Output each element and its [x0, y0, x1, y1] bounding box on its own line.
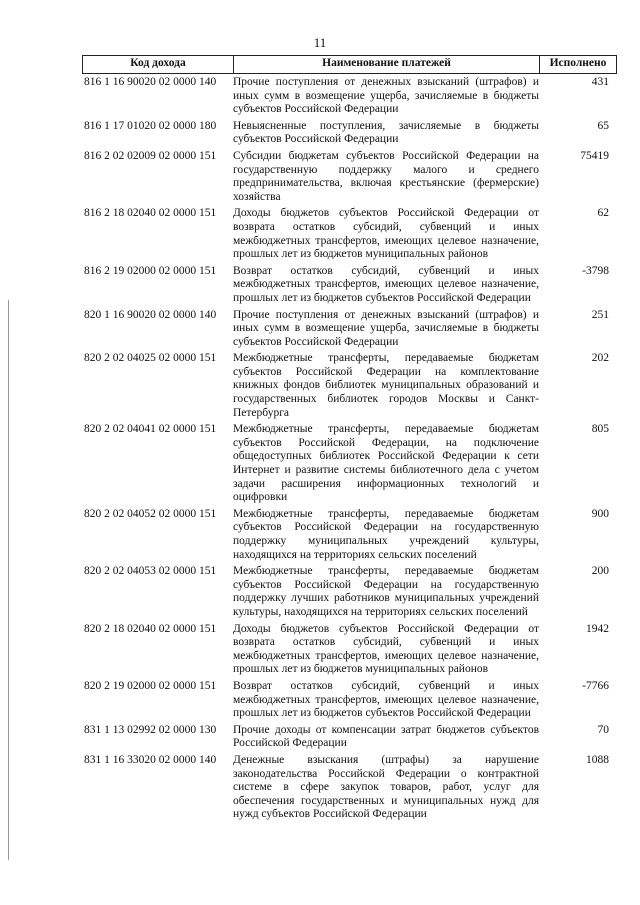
row-code: 831 1 13 02992 02 0000 130	[84, 723, 217, 736]
row-name: Доходы бюджетов субъектов Российской Федерации от возврата остатков субсидий, субвенций и иных межбюджетных трансфертов, имеющих целевое назначение, прошлых лет из бюджетов муниципальных районов	[233, 622, 539, 676]
row-code: 820 2 19 02000 02 0000 151	[84, 679, 217, 692]
row-amount: -7766	[582, 679, 609, 692]
row-code: 816 2 19 02000 02 0000 151	[84, 264, 217, 277]
row-code: 831 1 16 33020 02 0000 140	[84, 753, 217, 766]
table-row	[82, 623, 617, 677]
table-row	[82, 120, 617, 147]
row-name: Возврат остатков субсидий, субвенций и иных межбюджетных трансфертов, имеющих целевое назначение, прошлых лет из бюджетов субъектов Российской Федерации	[233, 264, 539, 304]
row-code: 820 2 02 04025 02 0000 151	[84, 352, 217, 365]
row-code: 820 2 02 04041 02 0000 151	[84, 423, 217, 436]
row-amount: 1088	[586, 753, 609, 766]
page-number: 11	[313, 35, 327, 50]
row-name: Прочие доходы от компенсации затрат бюджетов субъектов Российской Федерации	[233, 723, 539, 750]
table-body	[82, 76, 617, 822]
table-header	[82, 55, 617, 74]
row-name: Прочие поступления от денежных взысканий (штрафов) и иных сумм в возмещение ущерба, зачисляемые в бюджеты субъектов Российской Федерации	[233, 308, 539, 348]
row-code: 820 1 16 90020 02 0000 140	[84, 308, 217, 321]
row-code: 816 1 17 01020 02 0000 180	[84, 119, 217, 132]
row-name: Субсидии бюджетам субъектов Российской Федерации на государственную поддержку малого и среднего предпринимательства, включая крестьянские (фермерские) хозяйства	[233, 149, 539, 203]
table-row	[82, 754, 617, 822]
table-row	[82, 508, 617, 562]
row-amount: 431	[591, 76, 609, 88]
row-code: 820 2 18 02040 02 0000 151	[84, 622, 217, 635]
row-code: 820 2 02 04053 02 0000 151	[84, 565, 217, 578]
table-row	[82, 423, 617, 505]
row-code: 816 1 16 90020 02 0000 140	[84, 76, 217, 88]
table-row	[82, 724, 617, 751]
row-amount: 805	[591, 423, 609, 436]
row-amount: 900	[591, 507, 609, 520]
revenue-table	[82, 55, 617, 822]
table-row	[82, 150, 617, 204]
row-name: Прочие поступления от денежных взысканий (штрафов) и иных сумм в возмещение ущерба, зачисляемые в бюджеты субъектов Российской Федерации	[233, 76, 539, 116]
table-row	[82, 207, 617, 261]
table-row	[82, 352, 617, 420]
row-name: Межбюджетные трансферты, передаваемые бюджетам субъектов Российской Федерации на государственную поддержку лучших работников муниципальных учреждений культуры, находящихся на территориях сельских поселений	[233, 565, 539, 618]
row-amount: 200	[591, 565, 609, 578]
row-code: 816 2 18 02040 02 0000 151	[84, 207, 217, 220]
header-amount: Исполнено	[549, 57, 607, 69]
table-row	[82, 309, 617, 350]
row-name: Возврат остатков субсидий, субвенций и иных межбюджетных трансфертов, имеющих целевое назначение, прошлых лет из бюджетов субъектов Российской Федерации	[233, 679, 539, 720]
row-amount: 202	[591, 352, 609, 365]
header-code: Код дохода	[83, 56, 234, 73]
row-amount: -3798	[582, 264, 609, 277]
table-row	[82, 680, 617, 721]
row-amount: 251	[591, 308, 609, 321]
row-amount: 62	[597, 207, 609, 220]
row-name: Доходы бюджетов субъектов Российской Федерации от возврата остатков субсидий, субвенций и иных межбюджетных трансфертов, имеющих целевое назначение, прошлых лет из бюджетов муниципальных районов	[233, 207, 539, 261]
table-row	[82, 265, 617, 306]
row-name: Межбюджетные трансферты, передаваемые бюджетам субъектов Российской Федерации на государственную поддержку муниципальных учреждений культуры, находящихся на территориях сельских поселений	[233, 507, 539, 561]
row-name: Межбюджетные трансферты, передаваемые бюджетам субъектов Российской Федерации, на подключение общедоступных библиотек Российской Федерации к сети Интернет и развитие системы библиотечного дела с учетом задачи расширения информационных технологий и оцифровки	[233, 423, 539, 504]
row-code: 816 2 02 02009 02 0000 151	[84, 149, 217, 162]
row-code: 820 2 02 04052 02 0000 151	[84, 507, 217, 520]
row-amount: 75419	[580, 149, 609, 162]
row-amount: 70	[597, 723, 609, 736]
table-row	[82, 565, 617, 619]
table-row	[82, 76, 617, 117]
row-amount: 65	[597, 119, 609, 132]
header-name: Наименование платежей	[234, 56, 540, 73]
row-name: Межбюджетные трансферты, передаваемые бюджетам субъектов Российской Федерации на комплектование книжных фондов библиотек муниципальных образований и государственных библиотек городов Москвы и Санкт-Петербурга	[233, 352, 539, 419]
row-name: Невыясненные поступления, зачисляемые в бюджеты субъектов Российской Федерации	[233, 119, 539, 146]
row-name: Денежные взыскания (штрафы) за нарушение законодательства Российской Федерации о контрактной системе в сфере закупок товаров, работ, услуг для обеспечения государственных и муниципальных нужд для нужд субъектов Российской Федерации	[233, 753, 539, 821]
scan-edge-line	[8, 300, 9, 860]
row-amount: 1942	[586, 622, 609, 635]
